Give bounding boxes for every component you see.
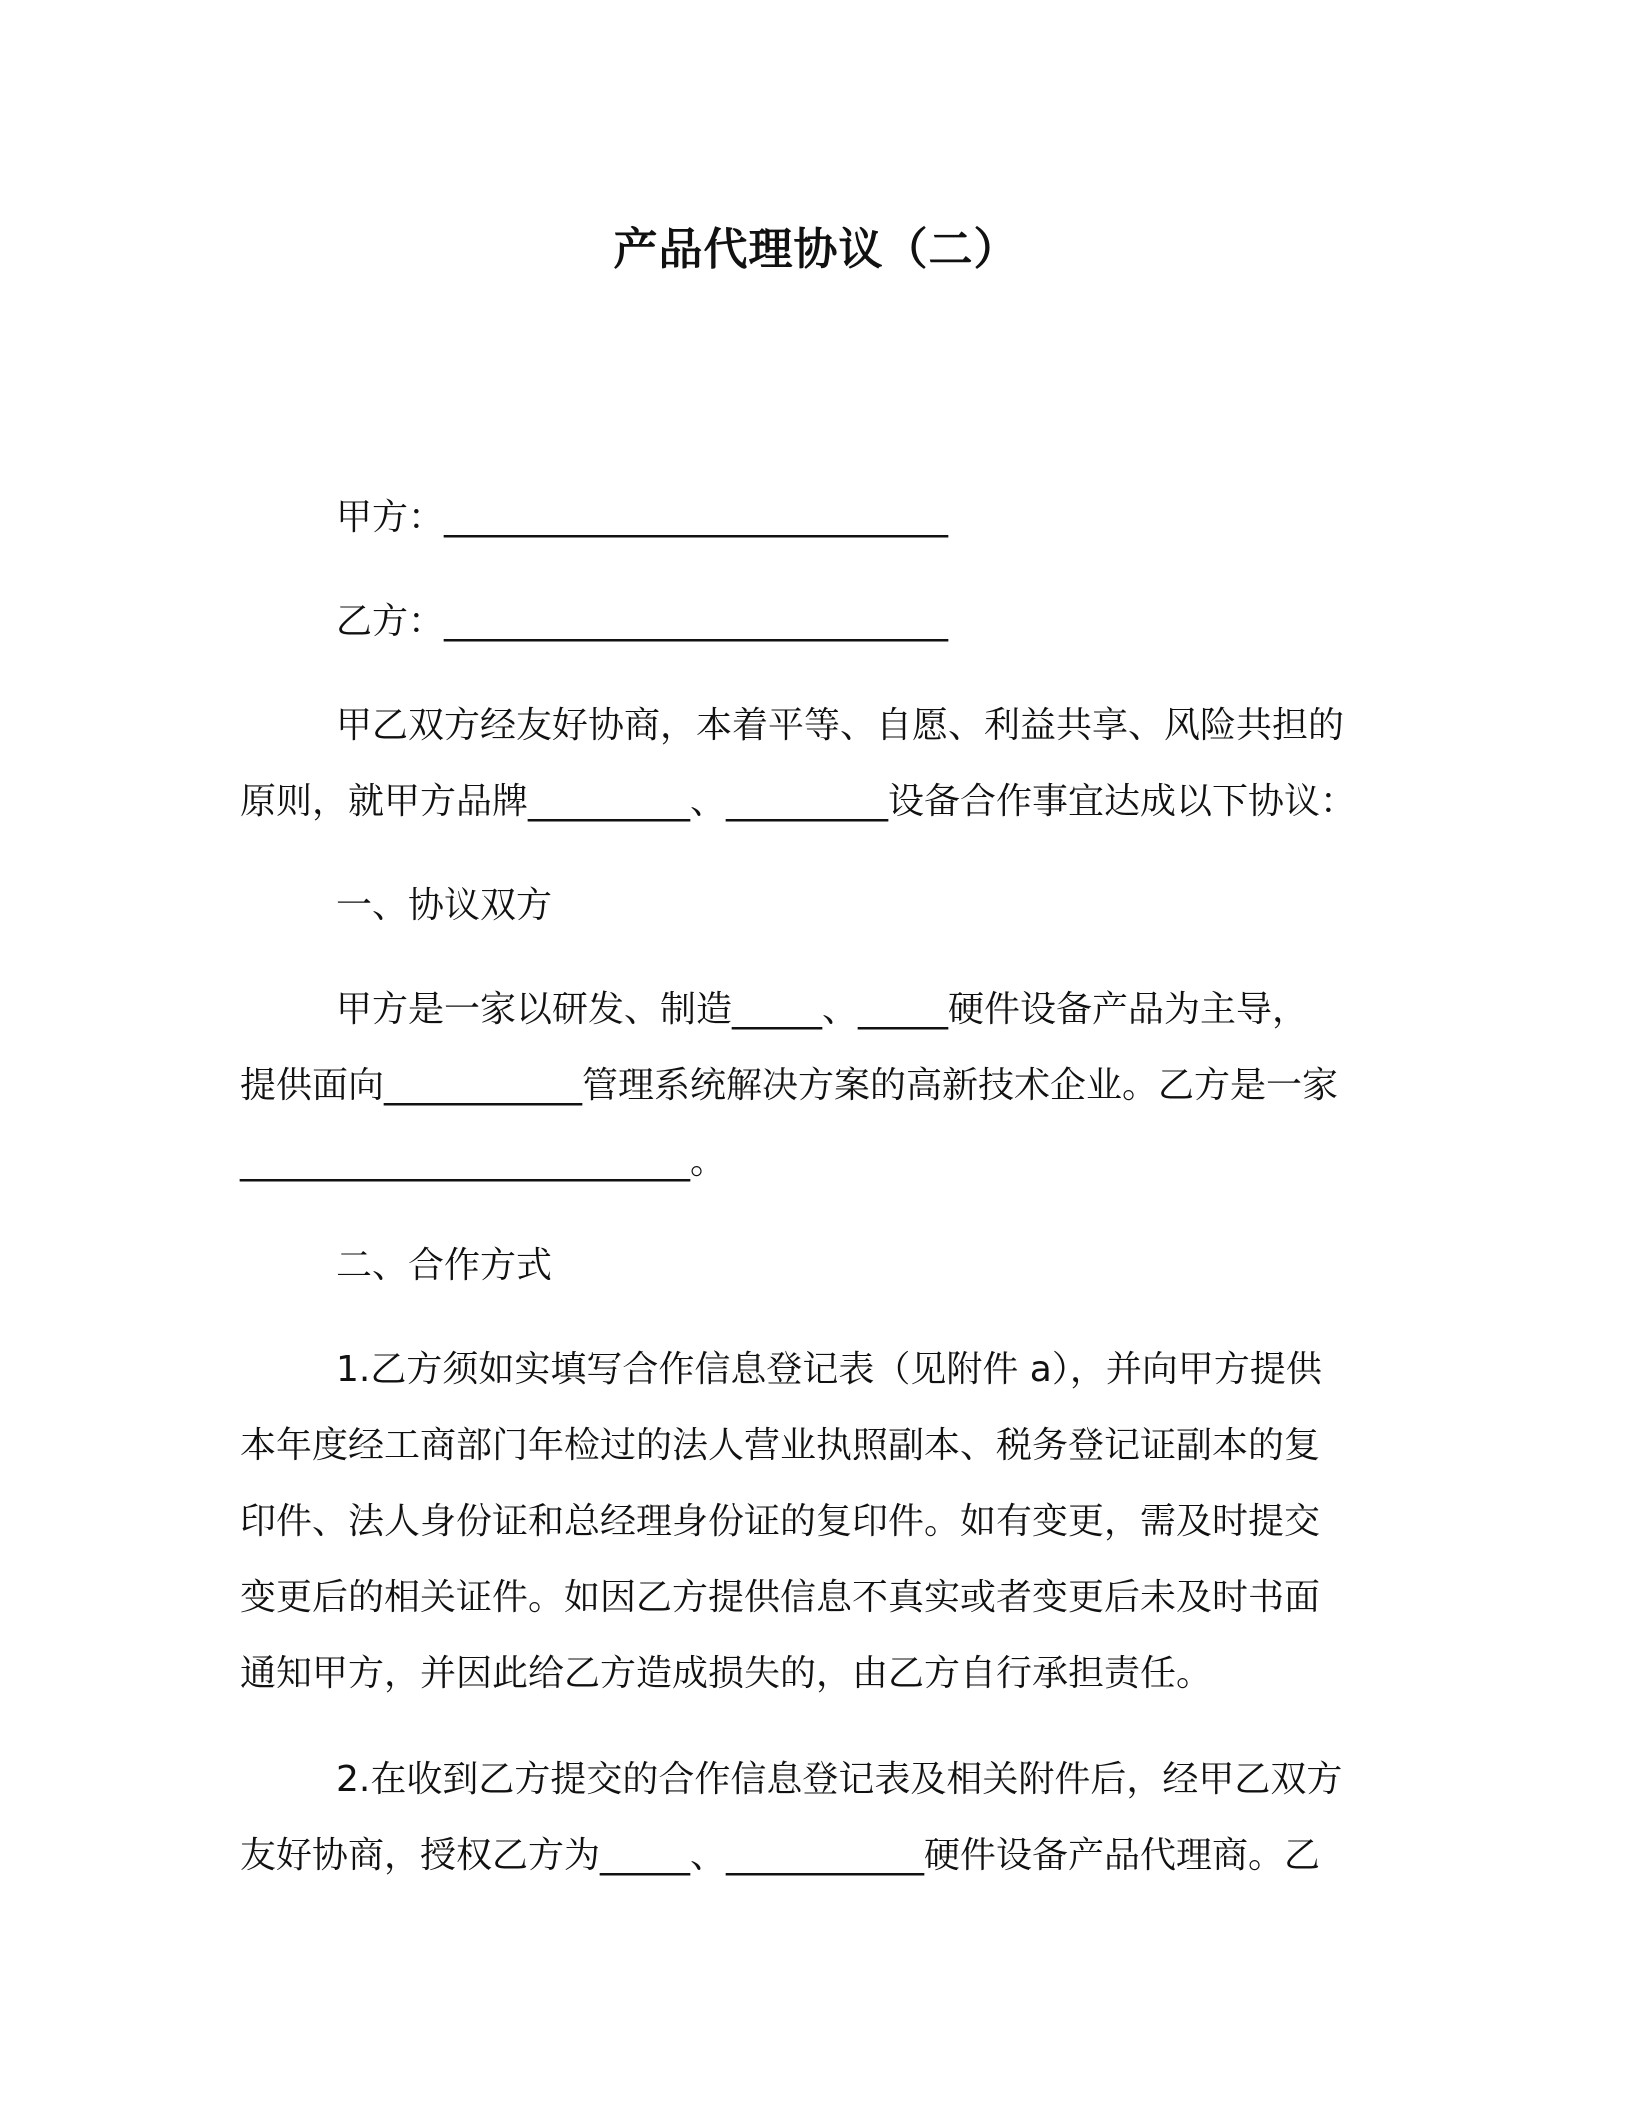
intro-paragraph xyxy=(240,688,1390,840)
clause1-paragraph xyxy=(240,1332,1390,1712)
clause1-line: 印件、法人身份证和总经理身份证的复印件。如有变更，需及时提交 xyxy=(240,1501,1321,1542)
clause2-line: 2.在收到乙方提交的合作信息登记表及相关附件后，经甲乙双方 xyxy=(336,1759,1343,1800)
section1-line: 提供面向___________管理系统解决方案的高新技术企业。乙方是一家 xyxy=(240,1065,1339,1106)
clause1-line: 通知甲方，并因此给乙方造成损失的，由乙方自行承担责任。 xyxy=(240,1653,1213,1694)
party-b-line xyxy=(240,584,1390,660)
clause2-paragraph xyxy=(240,1742,1390,1894)
party-a-text: 甲方：____________________________ xyxy=(336,497,949,538)
intro-line: 甲乙双方经友好协商，本着平等、自愿、利益共享、风险共担的 xyxy=(336,705,1345,746)
intro-line: 原则，就甲方品牌_________、_________设备合作事宜达成以下协议： xyxy=(240,781,1357,822)
section1-paragraph xyxy=(240,972,1390,1200)
section1-line: _________________________。 xyxy=(240,1141,726,1182)
section2-heading xyxy=(240,1228,1390,1304)
clause1-line: 本年度经工商部门年检过的法人营业执照副本、税务登记证副本的复 xyxy=(240,1425,1321,1466)
clause1-line: 1.乙方须如实填写合作信息登记表（见附件 a），并向甲方提供 xyxy=(336,1349,1322,1390)
section-heading-text: 一、协议双方 xyxy=(336,885,553,926)
party-a-line xyxy=(240,480,1390,556)
party-b-text: 乙方：____________________________ xyxy=(336,601,949,642)
clause1-line: 变更后的相关证件。如因乙方提供信息不真实或者变更后未及时书面 xyxy=(240,1577,1321,1618)
section1-line: 甲方是一家以研发、制造_____、_____硬件设备产品为主导， xyxy=(336,989,1309,1030)
section-heading-text: 二、合作方式 xyxy=(336,1245,553,1286)
clause2-line: 友好协商，授权乙方为_____、___________硬件设备产品代理商。乙 xyxy=(240,1835,1321,1876)
document-title: 产品代理协议（二） xyxy=(613,224,1019,275)
section1-heading xyxy=(240,868,1390,944)
